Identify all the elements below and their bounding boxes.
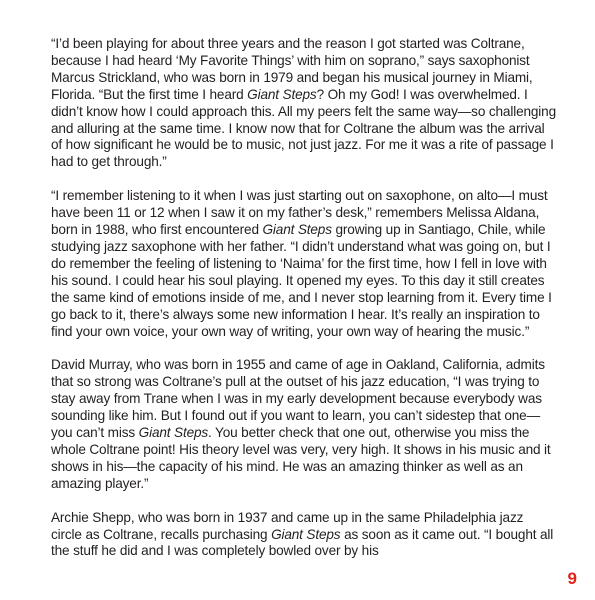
text-run: Archie Shepp, who was born in 1937 and came up in the same Philadelphia jazz circle as Coltrane, recalls purchasing	[51, 509, 524, 542]
page-number: 9	[567, 569, 577, 588]
text-run: “I’d been playing for about three years and the reason I got started was Coltrane, because I had heard ‘My Favorite Things’ with him on soprano,” says saxophonist Marcus Strickland, who was born in 1979 and began his musical journey in Miami, Florida. “But the first time I heard	[51, 36, 533, 102]
paragraph-shepp	[51, 510, 556, 561]
paragraph-strickland	[51, 36, 556, 171]
text-run: David Murray, who was born in 1955 and came of age in Oakland, California, admits that so strong was Coltrane’s pull at the outset of his jazz education, “I was trying to stay away from Trane when I was in my early development because everybody was sounding like him. But I found out if you want to learn, you can’t sidestep that one—you can’t miss	[51, 357, 545, 441]
italic-title-run: Giant Steps	[271, 526, 341, 542]
text-run: “I remember listening to it when I was just starting out on saxophone, on alto—I must have been 11 or 12 when I saw it on my father’s desk,” remembers Melissa Aldana, born in 1988, who first encountered	[51, 188, 548, 238]
text-run: ? Oh my God! I was overwhelmed. I didn’t know how I could approach this. All my peers felt the same way—so challenging and alluring at the same time. I know now that for Coltrane the album was the arrival of how significant he would be to music, not just jazz. For me it was a rite of passage I had to get through.”	[51, 86, 556, 170]
paragraph-murray	[51, 357, 556, 492]
body-text	[51, 36, 556, 577]
text-run: . You better check that one out, otherwise you miss the whole Coltrane point! His theory level was very, very high. It shows in his music and it shows in his—the capacity of his mind. He was an amazing thinker as well as an amazing player.”	[51, 425, 551, 491]
text-run: as soon as it came out. “I bought all the stuff he did and I was completely bowled over by his	[51, 526, 554, 559]
italic-title-run: Giant Steps	[138, 425, 209, 441]
text-run: growing up in Santiago, Chile, while studying jazz saxophone with her father. “I didn’t understand what was going on, but I do remember the feeling of listening to ‘Naima’ for the first time, how I fell in love with his sound. I could hear his soul playing. It opened my eyes. To this day it still creates the same kind of emotions inside of me, and I never stop learning from it. Every time I go back to it, there’s always some new information I hear. It’s really an inspiration to find your own voice, your own way of writing, your own way of hearing the music.”	[51, 222, 552, 339]
italic-title-run: Giant Steps	[247, 86, 317, 102]
paragraph-aldana	[51, 188, 556, 340]
italic-title-run: Giant Steps	[262, 222, 332, 238]
